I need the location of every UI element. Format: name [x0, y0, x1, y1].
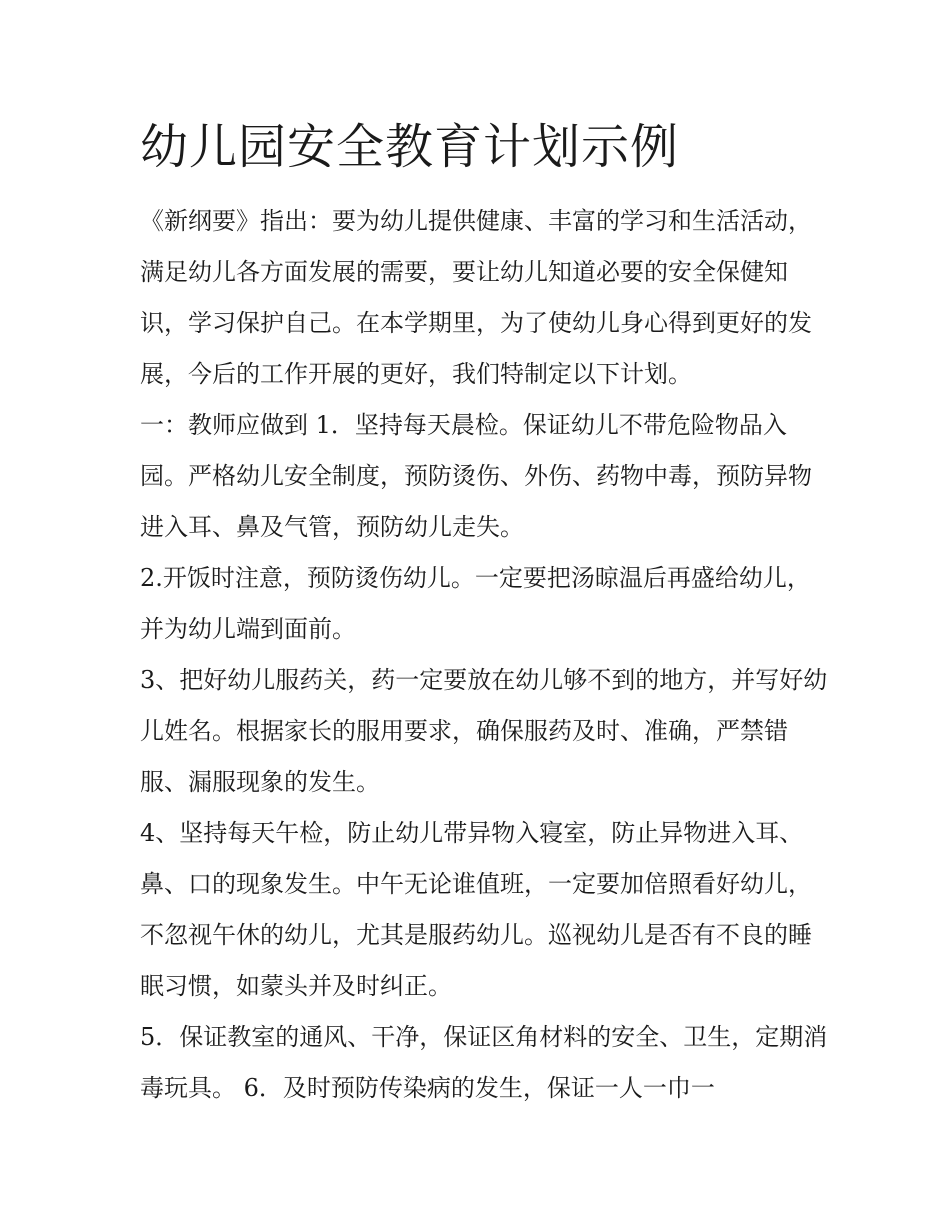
document-title: 幼儿园安全教育计划示例: [140, 119, 680, 175]
paragraph-item-3: 3、把好幼儿服药关，药一定要放在幼儿够不到的地方，并写好幼儿姓名。根据家长的服用要求，确保服药及时、准确，严禁错服、漏服现象的发生。: [140, 666, 828, 796]
paragraph-item-2: 2.开饭时注意，预防烫伤幼儿。一定要把汤晾温后再盛给幼儿，并为幼儿端到面前。: [140, 564, 811, 643]
document-page: [140, 112, 830, 1114]
paragraph-item-5-6: 5．保证教室的通风、干净，保证区角材料的安全、卫生，定期消毒玩具。 6．及时预防传染病的发生，保证一人一巾一: [140, 1023, 828, 1102]
paragraph-intro: 《新纲要》指出：要为幼儿提供健康、丰富的学习和生活活动，满足幼儿各方面发展的需要，要让幼儿知道必要的安全保健知识，学习保护自己。在本学期里，为了使幼儿身心得到更好的发展，今后的工作开展的更好，我们特制定以下计划。: [140, 207, 812, 388]
paragraph-item-1: 一：教师应做到 1．坚持每天晨检。保证幼儿不带危险物品入园。严格幼儿安全制度，预防烫伤、外伤、药物中毒，预防异物进入耳、鼻及气管，预防幼儿走失。: [140, 411, 812, 541]
paragraph-item-4: 4、坚持每天午检，防止幼儿带异物入寝室，防止异物进入耳、鼻、口的现象发生。中午无论谁值班，一定要加倍照看好幼儿，不忽视午休的幼儿，尤其是服药幼儿。巡视幼儿是否有不良的睡眠习惯，如蒙头并及时纠正。: [140, 819, 812, 1000]
